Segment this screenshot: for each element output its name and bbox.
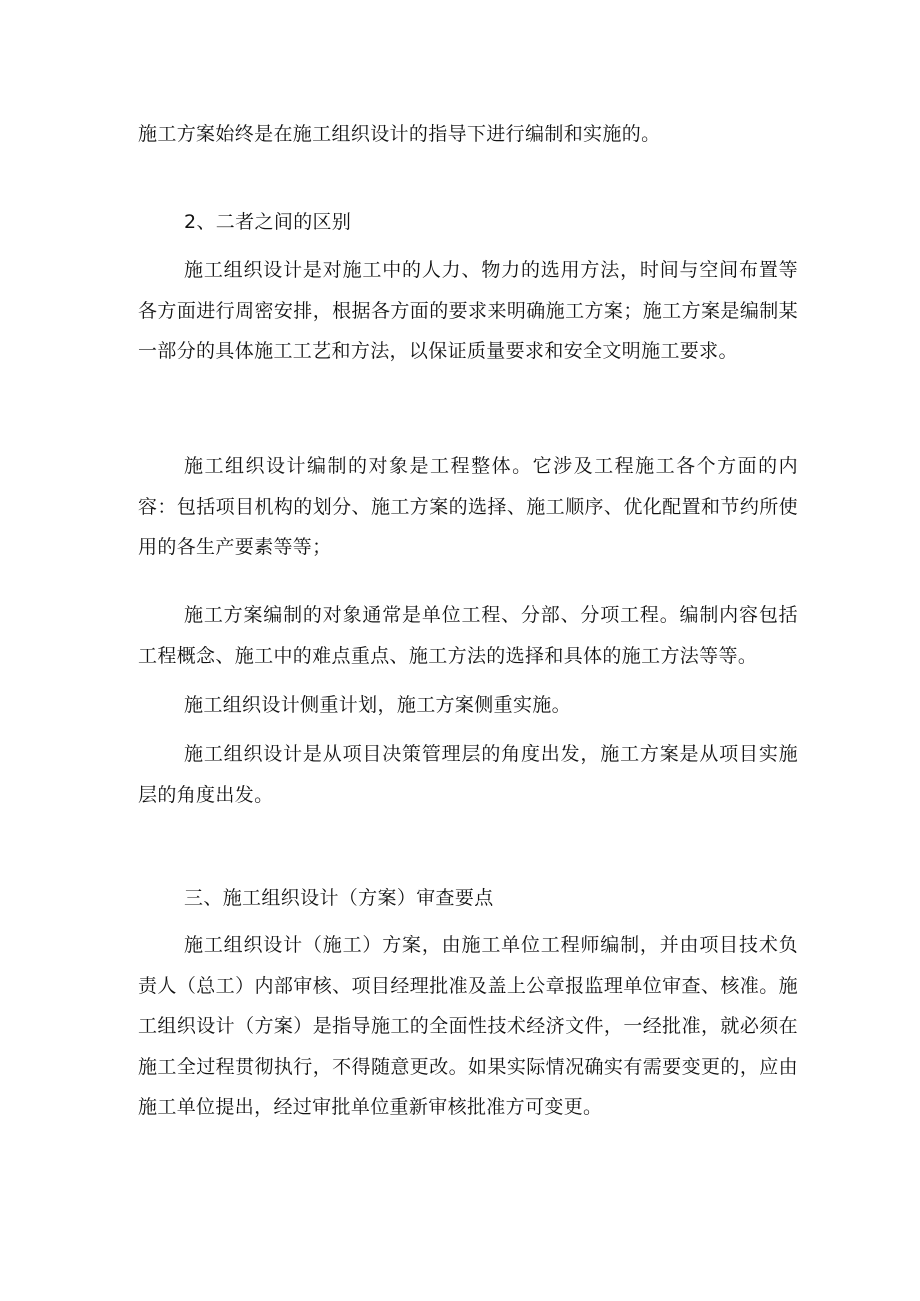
- paragraph-construction-plan-scope: 施工方案编制的对象通常是单位工程、分部、分项工程。编制内容包括工程概念、施工中的难点重点、施工方法的选择和具体的施工方法等等。: [138, 604, 798, 667]
- section-heading-review-points: 三、施工组织设计（方案）审查要点: [184, 887, 494, 909]
- paragraph-organization-design-scope: 施工组织设计编制的对象是工程整体。它涉及工程施工各个方面的内容：包括项目机构的划分、施工方案的选择、施工顺序、优化配置和节约所使用的各生产要素等等；: [138, 455, 798, 558]
- paragraph-organization-design-definition: 施工组织设计是对施工中的人力、物力的选用方法，时间与空间布置等各方面进行周密安排，根据各方面的要求来明确施工方案；施工方案是编制某一部分的具体施工工艺和方法，以保证质量要求和安全文明施工要求。: [138, 259, 798, 362]
- paragraph-plan-vs-implementation: 施工组织设计侧重计划，施工方案侧重实施。: [184, 694, 572, 716]
- section-heading-differences: 2、二者之间的区别: [184, 211, 352, 233]
- paragraph-review-process: 施工组织设计（施工）方案，由施工单位工程师编制，并由项目技术负责人（总工）内部审核、项目经理批准及盖上公章报监理单位审查、核准。施工组织设计（方案）是指导施工的全面性技术经济文件，一经批准，就必须在施工全过程贯彻执行，不得随意更改。如果实际情况确实有需要变更的，应由施工单位提出，经过审批单位重新审核批准方可变更。: [138, 934, 798, 1118]
- paragraph-management-perspective: 施工组织设计是从项目决策管理层的角度出发，施工方案是从项目实施层的角度出发。: [138, 743, 798, 806]
- paragraph-continuation: 施工方案始终是在施工组织设计的指导下进行编制和实施的。: [138, 123, 661, 145]
